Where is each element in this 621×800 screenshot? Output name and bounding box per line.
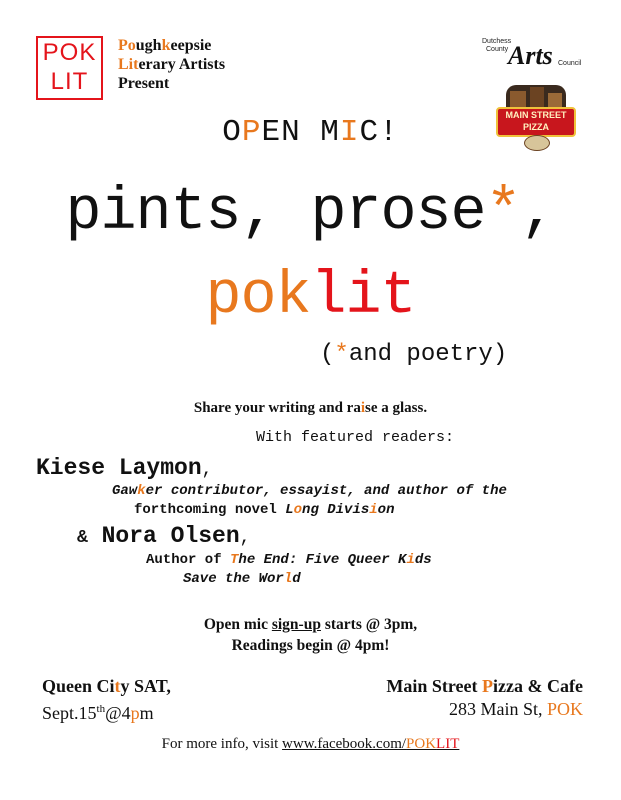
venue-address: 283 Main St, POK <box>448 699 583 719</box>
and-poetry-note: (*and poetry) <box>320 341 508 368</box>
arts-council-logo: Dutchess County Arts Council <box>482 38 582 70</box>
logo-banner: MAIN STREET PIZZA <box>496 107 576 137</box>
org-line3: Present <box>118 75 170 92</box>
signup-link[interactable]: sign-up <box>271 616 321 633</box>
poklit-logo <box>36 36 103 100</box>
event-title-line1: pints, prose*, <box>65 179 556 247</box>
featured-readers-intro: With featured readers: <box>256 429 455 446</box>
logo-pok: POK <box>42 39 97 66</box>
logo-lit: LIT <box>50 68 89 95</box>
reader2-name: & Nora Olsen, <box>77 523 251 549</box>
open-mic-heading: OPEN MIC! <box>222 115 399 150</box>
facebook-link[interactable]: www.facebook.com/POKLIT <box>282 736 460 752</box>
reader2-description: Author of The End: Five Queer Kids Save the World <box>146 552 432 587</box>
event-title-line2: poklit <box>205 263 416 331</box>
event-date: Sept.15th@4pm <box>42 703 154 723</box>
org-line1: Poughkeepsie <box>118 37 212 54</box>
presenter-text <box>118 36 225 93</box>
event-date-title: Queen City SAT, <box>42 676 171 696</box>
reader1-name: Kiese Laymon, <box>36 455 213 481</box>
signup-info: Open mic sign-up starts @ 3pm, Readings begin @ 4pm! <box>203 616 418 654</box>
share-line: Share your writing and raise a glass. <box>193 400 428 416</box>
more-info-line: For more info, visit www.facebook.com/POKLIT <box>161 736 460 752</box>
reader1-description: Gawker contributor, essayist, and author of the forthcoming novel Long Division <box>112 483 507 518</box>
venue-name: Main Street Pizza & Cafe <box>386 676 583 696</box>
org-line2: Literary Artists <box>118 56 226 73</box>
